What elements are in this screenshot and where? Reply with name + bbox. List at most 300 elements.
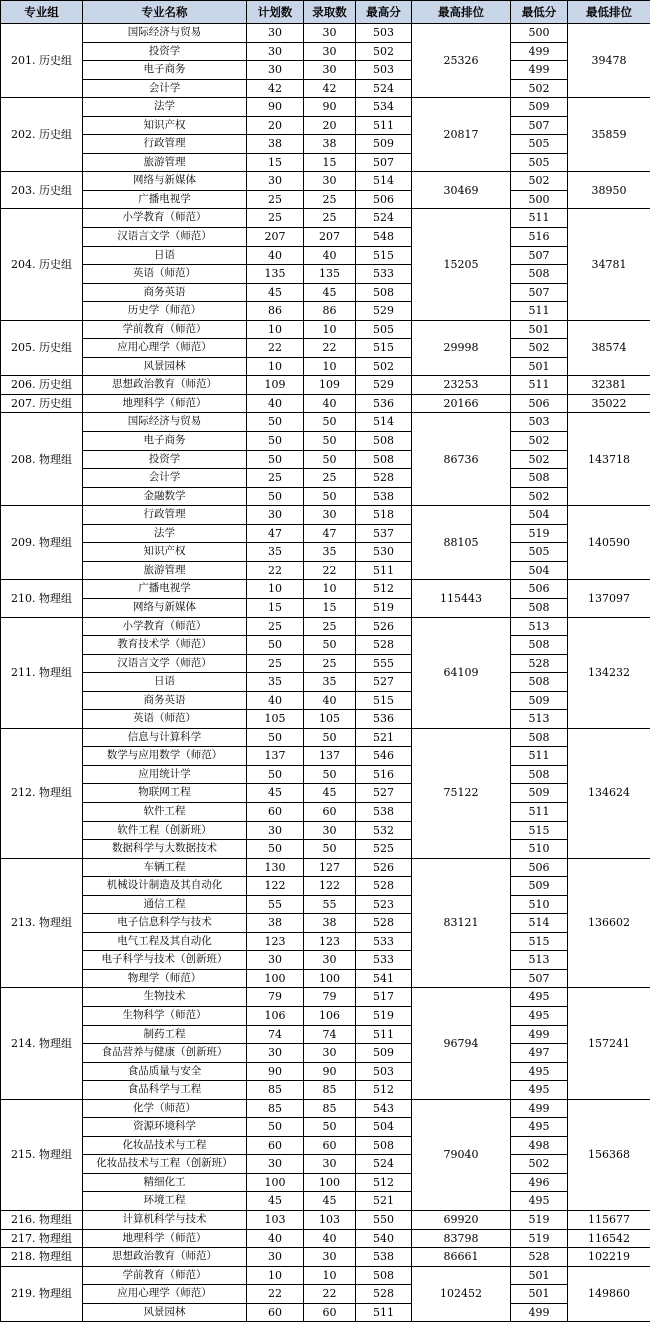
min-rank-cell: 38950 xyxy=(568,172,650,209)
plan-count-cell: 123 xyxy=(247,932,304,951)
admit-count-cell: 45 xyxy=(304,1192,356,1211)
plan-count-cell: 50 xyxy=(247,636,304,655)
admit-count-cell: 103 xyxy=(304,1211,356,1230)
admit-count-cell: 50 xyxy=(304,840,356,859)
min-rank-cell: 102219 xyxy=(568,1248,650,1267)
major-name-cell: 应用心理学（师范） xyxy=(83,1285,247,1304)
admit-count-cell: 10 xyxy=(304,580,356,599)
max-score-cell: 536 xyxy=(356,710,412,729)
table-row xyxy=(1,487,650,506)
min-score-cell: 511 xyxy=(511,802,568,821)
table-row xyxy=(1,376,650,395)
max-score-cell: 511 xyxy=(356,116,412,135)
major-name-cell: 软件工程 xyxy=(83,802,247,821)
major-name-cell: 生物科学（师范） xyxy=(83,1006,247,1025)
max-rank-cell: 102452 xyxy=(412,1266,511,1322)
group-name-cell: 206. 历史组 xyxy=(1,376,83,395)
min-rank-cell: 134232 xyxy=(568,617,650,728)
plan-count-cell: 50 xyxy=(247,450,304,469)
major-name-cell: 应用心理学（师范） xyxy=(83,339,247,358)
admit-count-cell: 40 xyxy=(304,394,356,413)
max-score-cell: 533 xyxy=(356,265,412,284)
admit-count-cell: 85 xyxy=(304,1099,356,1118)
table-row xyxy=(1,116,650,135)
admit-count-cell: 25 xyxy=(304,209,356,228)
major-name-cell: 教育技术学（师范） xyxy=(83,636,247,655)
min-score-cell: 508 xyxy=(511,765,568,784)
major-name-cell: 行政管理 xyxy=(83,135,247,154)
major-name-cell: 环境工程 xyxy=(83,1192,247,1211)
min-score-cell: 503 xyxy=(511,413,568,432)
admit-count-cell: 20 xyxy=(304,116,356,135)
min-score-cell: 509 xyxy=(511,691,568,710)
plan-count-cell: 38 xyxy=(247,135,304,154)
min-score-cell: 499 xyxy=(511,1025,568,1044)
admit-count-cell: 30 xyxy=(304,1044,356,1063)
major-name-cell: 投资学 xyxy=(83,42,247,61)
max-score-cell: 514 xyxy=(356,172,412,191)
admit-count-cell: 50 xyxy=(304,432,356,451)
plan-count-cell: 25 xyxy=(247,209,304,228)
table-row xyxy=(1,914,650,933)
header-plan: 计划数 xyxy=(247,1,304,24)
major-name-cell: 化学（师范） xyxy=(83,1099,247,1118)
admit-count-cell: 100 xyxy=(304,1173,356,1192)
max-score-cell: 503 xyxy=(356,1062,412,1081)
table-row xyxy=(1,265,650,284)
min-rank-cell: 34781 xyxy=(568,209,650,320)
min-rank-cell: 157241 xyxy=(568,988,650,1099)
table-row xyxy=(1,580,650,599)
plan-count-cell: 30 xyxy=(247,24,304,43)
min-score-cell: 506 xyxy=(511,394,568,413)
header-major: 专业名称 xyxy=(83,1,247,24)
min-score-cell: 499 xyxy=(511,1099,568,1118)
min-score-cell: 513 xyxy=(511,951,568,970)
max-score-cell: 508 xyxy=(356,432,412,451)
major-name-cell: 会计学 xyxy=(83,79,247,98)
min-score-cell: 508 xyxy=(511,469,568,488)
plan-count-cell: 30 xyxy=(247,42,304,61)
min-score-cell: 495 xyxy=(511,1062,568,1081)
plan-count-cell: 35 xyxy=(247,543,304,562)
plan-count-cell: 10 xyxy=(247,580,304,599)
min-score-cell: 509 xyxy=(511,784,568,803)
max-rank-cell: 23253 xyxy=(412,376,511,395)
max-score-cell: 503 xyxy=(356,24,412,43)
major-name-cell: 网络与新媒体 xyxy=(83,172,247,191)
max-score-cell: 519 xyxy=(356,598,412,617)
min-rank-cell: 116542 xyxy=(568,1229,650,1248)
max-score-cell: 515 xyxy=(356,246,412,265)
group-name-cell: 202. 历史组 xyxy=(1,98,83,172)
min-score-cell: 519 xyxy=(511,1211,568,1230)
max-rank-cell: 25326 xyxy=(412,24,511,98)
min-score-cell: 502 xyxy=(511,1155,568,1174)
major-name-cell: 数据科学与大数据技术 xyxy=(83,840,247,859)
table-row xyxy=(1,691,650,710)
admit-count-cell: 60 xyxy=(304,1136,356,1155)
min-score-cell: 528 xyxy=(511,654,568,673)
admit-count-cell: 123 xyxy=(304,932,356,951)
table-row xyxy=(1,598,650,617)
table-row xyxy=(1,1285,650,1304)
table-row xyxy=(1,1155,650,1174)
min-score-cell: 495 xyxy=(511,988,568,1007)
major-name-cell: 软件工程（创新班） xyxy=(83,821,247,840)
max-score-cell: 521 xyxy=(356,1192,412,1211)
max-score-cell: 525 xyxy=(356,840,412,859)
max-rank-cell: 69920 xyxy=(412,1211,511,1230)
max-score-cell: 533 xyxy=(356,951,412,970)
major-name-cell: 电子商务 xyxy=(83,61,247,80)
min-score-cell: 519 xyxy=(511,1229,568,1248)
table-row xyxy=(1,42,650,61)
major-name-cell: 化妆品技术与工程 xyxy=(83,1136,247,1155)
major-name-cell: 物理学（师范） xyxy=(83,969,247,988)
max-rank-cell: 15205 xyxy=(412,209,511,320)
major-name-cell: 商务英语 xyxy=(83,283,247,302)
group-name-cell: 216. 物理组 xyxy=(1,1211,83,1230)
table-row xyxy=(1,951,650,970)
max-score-cell: 502 xyxy=(356,42,412,61)
plan-count-cell: 22 xyxy=(247,561,304,580)
max-score-cell: 537 xyxy=(356,524,412,543)
header-group: 专业组 xyxy=(1,1,83,24)
plan-count-cell: 15 xyxy=(247,598,304,617)
table-row xyxy=(1,339,650,358)
admit-count-cell: 22 xyxy=(304,1285,356,1304)
plan-count-cell: 90 xyxy=(247,98,304,117)
major-name-cell: 思想政治教育（师范） xyxy=(83,376,247,395)
max-score-cell: 519 xyxy=(356,1006,412,1025)
plan-count-cell: 130 xyxy=(247,858,304,877)
min-score-cell: 502 xyxy=(511,487,568,506)
plan-count-cell: 74 xyxy=(247,1025,304,1044)
min-score-cell: 510 xyxy=(511,840,568,859)
admit-count-cell: 137 xyxy=(304,747,356,766)
max-score-cell: 532 xyxy=(356,821,412,840)
plan-count-cell: 35 xyxy=(247,673,304,692)
max-score-cell: 511 xyxy=(356,561,412,580)
plan-count-cell: 100 xyxy=(247,1173,304,1192)
admit-count-cell: 60 xyxy=(304,802,356,821)
max-rank-cell: 83121 xyxy=(412,858,511,988)
plan-count-cell: 25 xyxy=(247,617,304,636)
major-name-cell: 计算机科学与技术 xyxy=(83,1211,247,1230)
max-score-cell: 528 xyxy=(356,469,412,488)
table-row xyxy=(1,636,650,655)
min-score-cell: 501 xyxy=(511,1285,568,1304)
max-score-cell: 533 xyxy=(356,932,412,951)
table-row xyxy=(1,302,650,321)
max-score-cell: 518 xyxy=(356,506,412,525)
admit-count-cell: 35 xyxy=(304,543,356,562)
min-score-cell: 500 xyxy=(511,190,568,209)
plan-count-cell: 30 xyxy=(247,821,304,840)
max-score-cell: 555 xyxy=(356,654,412,673)
plan-count-cell: 10 xyxy=(247,320,304,339)
admit-count-cell: 109 xyxy=(304,376,356,395)
min-rank-cell: 149860 xyxy=(568,1266,650,1322)
table-row xyxy=(1,728,650,747)
max-score-cell: 511 xyxy=(356,1303,412,1322)
plan-count-cell: 105 xyxy=(247,710,304,729)
plan-count-cell: 30 xyxy=(247,172,304,191)
major-name-cell: 法学 xyxy=(83,98,247,117)
max-rank-cell: 86661 xyxy=(412,1248,511,1267)
major-name-cell: 资源环境科学 xyxy=(83,1118,247,1137)
group-name-cell: 212. 物理组 xyxy=(1,728,83,858)
plan-count-cell: 30 xyxy=(247,1248,304,1267)
max-score-cell: 541 xyxy=(356,969,412,988)
admit-count-cell: 45 xyxy=(304,784,356,803)
min-score-cell: 515 xyxy=(511,821,568,840)
max-score-cell: 546 xyxy=(356,747,412,766)
max-score-cell: 538 xyxy=(356,1248,412,1267)
max-rank-cell: 86736 xyxy=(412,413,511,506)
table-row xyxy=(1,1062,650,1081)
admit-count-cell: 40 xyxy=(304,691,356,710)
min-rank-cell: 134624 xyxy=(568,728,650,858)
plan-count-cell: 40 xyxy=(247,1229,304,1248)
max-score-cell: 528 xyxy=(356,1285,412,1304)
min-score-cell: 495 xyxy=(511,1192,568,1211)
plan-count-cell: 50 xyxy=(247,487,304,506)
major-name-cell: 电子科学与技术（创新班） xyxy=(83,951,247,970)
max-score-cell: 528 xyxy=(356,877,412,896)
table-row xyxy=(1,1006,650,1025)
max-score-cell: 543 xyxy=(356,1099,412,1118)
major-name-cell: 食品科学与工程 xyxy=(83,1081,247,1100)
major-name-cell: 英语（师范） xyxy=(83,710,247,729)
table-row xyxy=(1,1118,650,1137)
table-row xyxy=(1,79,650,98)
min-rank-cell: 35859 xyxy=(568,98,650,172)
admit-count-cell: 50 xyxy=(304,728,356,747)
plan-count-cell: 30 xyxy=(247,61,304,80)
max-score-cell: 508 xyxy=(356,283,412,302)
max-score-cell: 512 xyxy=(356,1081,412,1100)
group-name-cell: 217. 物理组 xyxy=(1,1229,83,1248)
group-name-cell: 205. 历史组 xyxy=(1,320,83,376)
plan-count-cell: 38 xyxy=(247,914,304,933)
plan-count-cell: 30 xyxy=(247,506,304,525)
min-score-cell: 504 xyxy=(511,561,568,580)
major-name-cell: 汉语言文学（师范） xyxy=(83,228,247,247)
table-row xyxy=(1,561,650,580)
group-name-cell: 214. 物理组 xyxy=(1,988,83,1099)
max-score-cell: 507 xyxy=(356,153,412,172)
admit-count-cell: 122 xyxy=(304,877,356,896)
min-score-cell: 509 xyxy=(511,877,568,896)
admit-count-cell: 15 xyxy=(304,153,356,172)
plan-count-cell: 22 xyxy=(247,1285,304,1304)
group-name-cell: 208. 物理组 xyxy=(1,413,83,506)
max-score-cell: 508 xyxy=(356,1266,412,1285)
admit-count-cell: 50 xyxy=(304,765,356,784)
max-score-cell: 505 xyxy=(356,320,412,339)
min-score-cell: 508 xyxy=(511,728,568,747)
major-name-cell: 食品质量与安全 xyxy=(83,1062,247,1081)
plan-count-cell: 135 xyxy=(247,265,304,284)
admit-count-cell: 60 xyxy=(304,1303,356,1322)
max-score-cell: 516 xyxy=(356,765,412,784)
major-name-cell: 历史学（师范） xyxy=(83,302,247,321)
major-name-cell: 信息与计算科学 xyxy=(83,728,247,747)
major-name-cell: 应用统计学 xyxy=(83,765,247,784)
min-score-cell: 509 xyxy=(511,98,568,117)
table-row xyxy=(1,969,650,988)
max-rank-cell: 20817 xyxy=(412,98,511,172)
admit-count-cell: 100 xyxy=(304,969,356,988)
min-score-cell: 507 xyxy=(511,283,568,302)
major-name-cell: 机械设计制造及其自动化 xyxy=(83,877,247,896)
major-name-cell: 小学教育（师范） xyxy=(83,617,247,636)
plan-count-cell: 45 xyxy=(247,1192,304,1211)
max-score-cell: 538 xyxy=(356,487,412,506)
major-name-cell: 风景园林 xyxy=(83,357,247,376)
min-rank-cell: 39478 xyxy=(568,24,650,98)
min-score-cell: 511 xyxy=(511,209,568,228)
major-name-cell: 地理科学（师范） xyxy=(83,394,247,413)
min-score-cell: 508 xyxy=(511,673,568,692)
table-row xyxy=(1,61,650,80)
admit-count-cell: 47 xyxy=(304,524,356,543)
plan-count-cell: 30 xyxy=(247,951,304,970)
min-score-cell: 507 xyxy=(511,246,568,265)
min-score-cell: 511 xyxy=(511,376,568,395)
table-row xyxy=(1,98,650,117)
table-row xyxy=(1,895,650,914)
max-score-cell: 508 xyxy=(356,450,412,469)
min-score-cell: 502 xyxy=(511,450,568,469)
max-score-cell: 514 xyxy=(356,413,412,432)
table-row xyxy=(1,469,650,488)
major-name-cell: 化妆品技术与工程（创新班） xyxy=(83,1155,247,1174)
major-name-cell: 精细化工 xyxy=(83,1173,247,1192)
min-score-cell: 505 xyxy=(511,135,568,154)
table-row xyxy=(1,673,650,692)
max-score-cell: 515 xyxy=(356,691,412,710)
plan-count-cell: 25 xyxy=(247,469,304,488)
plan-count-cell: 55 xyxy=(247,895,304,914)
admit-count-cell: 30 xyxy=(304,61,356,80)
max-rank-cell: 79040 xyxy=(412,1099,511,1210)
major-name-cell: 车辆工程 xyxy=(83,858,247,877)
table-row xyxy=(1,1099,650,1118)
table-row xyxy=(1,135,650,154)
table-row xyxy=(1,283,650,302)
admit-count-cell: 10 xyxy=(304,1266,356,1285)
max-score-cell: 529 xyxy=(356,302,412,321)
min-score-cell: 507 xyxy=(511,116,568,135)
plan-count-cell: 15 xyxy=(247,153,304,172)
table-row xyxy=(1,765,650,784)
major-name-cell: 生物技术 xyxy=(83,988,247,1007)
table-row xyxy=(1,988,650,1007)
table-row xyxy=(1,617,650,636)
admit-count-cell: 35 xyxy=(304,673,356,692)
max-score-cell: 548 xyxy=(356,228,412,247)
group-name-cell: 215. 物理组 xyxy=(1,1099,83,1210)
major-name-cell: 通信工程 xyxy=(83,895,247,914)
group-name-cell: 210. 物理组 xyxy=(1,580,83,617)
max-rank-cell: 83798 xyxy=(412,1229,511,1248)
min-score-cell: 504 xyxy=(511,506,568,525)
table-row xyxy=(1,190,650,209)
plan-count-cell: 106 xyxy=(247,1006,304,1025)
admit-count-cell: 30 xyxy=(304,24,356,43)
max-score-cell: 509 xyxy=(356,1044,412,1063)
plan-count-cell: 50 xyxy=(247,413,304,432)
plan-count-cell: 137 xyxy=(247,747,304,766)
admit-count-cell: 25 xyxy=(304,654,356,673)
max-score-cell: 530 xyxy=(356,543,412,562)
min-score-cell: 495 xyxy=(511,1081,568,1100)
plan-count-cell: 85 xyxy=(247,1081,304,1100)
table-row xyxy=(1,1025,650,1044)
admit-count-cell: 10 xyxy=(304,357,356,376)
min-score-cell: 499 xyxy=(511,42,568,61)
admit-count-cell: 90 xyxy=(304,98,356,117)
plan-count-cell: 20 xyxy=(247,116,304,135)
min-rank-cell: 32381 xyxy=(568,376,650,395)
plan-count-cell: 45 xyxy=(247,283,304,302)
max-score-cell: 509 xyxy=(356,135,412,154)
admit-count-cell: 22 xyxy=(304,339,356,358)
header-max-score: 最高分 xyxy=(356,1,412,24)
max-rank-cell: 64109 xyxy=(412,617,511,728)
table-row xyxy=(1,747,650,766)
table-row xyxy=(1,1136,650,1155)
plan-count-cell: 122 xyxy=(247,877,304,896)
min-rank-cell: 38574 xyxy=(568,320,650,376)
min-score-cell: 507 xyxy=(511,969,568,988)
table-row xyxy=(1,432,650,451)
major-name-cell: 小学教育（师范） xyxy=(83,209,247,228)
max-score-cell: 524 xyxy=(356,79,412,98)
major-name-cell: 学前教育（师范） xyxy=(83,1266,247,1285)
max-score-cell: 523 xyxy=(356,895,412,914)
admit-count-cell: 135 xyxy=(304,265,356,284)
admit-count-cell: 45 xyxy=(304,283,356,302)
admit-count-cell: 30 xyxy=(304,821,356,840)
admit-count-cell: 30 xyxy=(304,172,356,191)
admit-count-cell: 38 xyxy=(304,914,356,933)
max-score-cell: 515 xyxy=(356,339,412,358)
min-score-cell: 495 xyxy=(511,1118,568,1137)
min-score-cell: 501 xyxy=(511,320,568,339)
min-rank-cell: 35022 xyxy=(568,394,650,413)
table-row xyxy=(1,784,650,803)
max-rank-cell: 30469 xyxy=(412,172,511,209)
min-score-cell: 508 xyxy=(511,636,568,655)
max-score-cell: 512 xyxy=(356,580,412,599)
major-name-cell: 行政管理 xyxy=(83,506,247,525)
min-score-cell: 519 xyxy=(511,524,568,543)
plan-count-cell: 103 xyxy=(247,1211,304,1230)
plan-count-cell: 109 xyxy=(247,376,304,395)
admit-count-cell: 207 xyxy=(304,228,356,247)
table-row xyxy=(1,228,650,247)
admit-count-cell: 30 xyxy=(304,506,356,525)
major-name-cell: 地理科学（师范） xyxy=(83,1229,247,1248)
plan-count-cell: 30 xyxy=(247,1155,304,1174)
admit-count-cell: 30 xyxy=(304,1248,356,1267)
min-score-cell: 496 xyxy=(511,1173,568,1192)
admit-count-cell: 25 xyxy=(304,190,356,209)
